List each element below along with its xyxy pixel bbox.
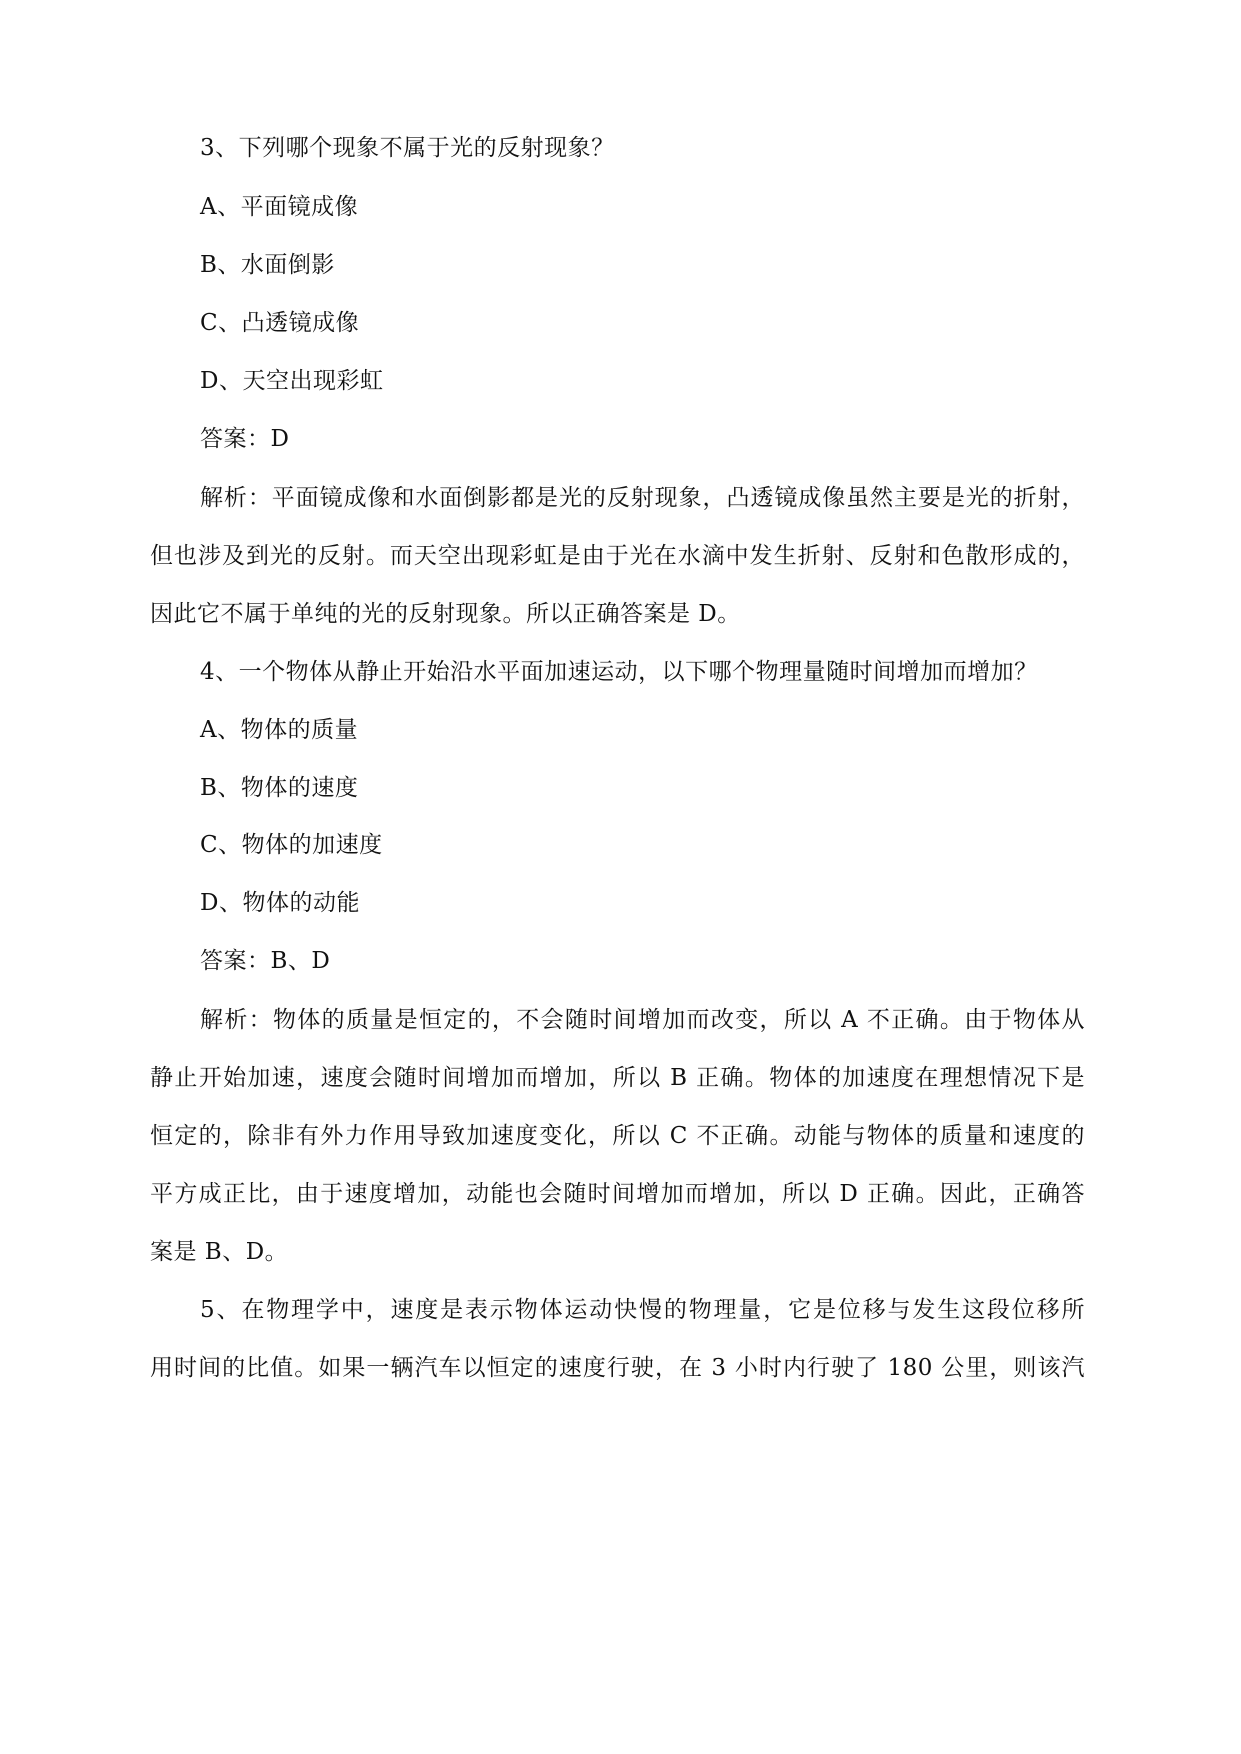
q4-option-c: C、物体的加速度 <box>200 832 383 858</box>
q4-option-b: B、物体的速度 <box>200 775 359 801</box>
q4-analysis-line-1: 解析：物体的质量是恒定的，不会随时间增加而改变，所以 A 不正确。由于物体从 <box>200 1007 1085 1033</box>
q4-analysis-line-5: 案是 B、D。 <box>150 1239 289 1265</box>
q4-option-d: D、物体的动能 <box>200 890 360 916</box>
q4-analysis-line-4: 平方成正比，由于速度增加，动能也会随时间增加而增加，所以 D 正确。因此，正确答 <box>150 1181 1085 1207</box>
question-5-line-2: 用时间的比值。如果一辆汽车以恒定的速度行驶，在 3 小时内行驶了 180 公里，则该汽 <box>150 1355 1085 1381</box>
question-3: 3、下列哪个现象不属于光的反射现象？ <box>200 135 615 161</box>
q4-answer: 答案：B、D <box>200 948 331 974</box>
q3-option-d: D、天空出现彩虹 <box>200 368 384 394</box>
question-4: 4、一个物体从静止开始沿水平面加速运动，以下哪个物理量随时间增加而增加？ <box>200 659 1038 685</box>
q4-analysis-line-2: 静止开始加速，速度会随时间增加而增加，所以 B 正确。物体的加速度在理想情况下是 <box>150 1065 1085 1091</box>
q3-option-a: A、平面镜成像 <box>200 194 359 220</box>
q3-answer: 答案：D <box>200 426 290 452</box>
q4-analysis-line-3: 恒定的，除非有外力作用导致加速度变化，所以 C 不正确。动能与物体的质量和速度的 <box>150 1123 1085 1149</box>
q3-option-c: C、凸透镜成像 <box>200 310 360 336</box>
q4-option-a: A、物体的质量 <box>200 717 359 743</box>
q3-analysis-line-2: 但也涉及到光的反射。而天空出现彩虹是由于光在水滴中发生折射、反射和色散形成的， <box>150 543 1085 569</box>
question-5-line-1: 5、在物理学中，速度是表示物体运动快慢的物理量，它是位移与发生这段位移所 <box>200 1297 1085 1323</box>
q3-analysis-line-3: 因此它不属于单纯的光的反射现象。所以正确答案是 D。 <box>150 601 741 627</box>
q3-analysis-line-1: 解析：平面镜成像和水面倒影都是光的反射现象，凸透镜成像虽然主要是光的折射， <box>200 485 1085 511</box>
q3-option-b: B、水面倒影 <box>200 252 335 278</box>
